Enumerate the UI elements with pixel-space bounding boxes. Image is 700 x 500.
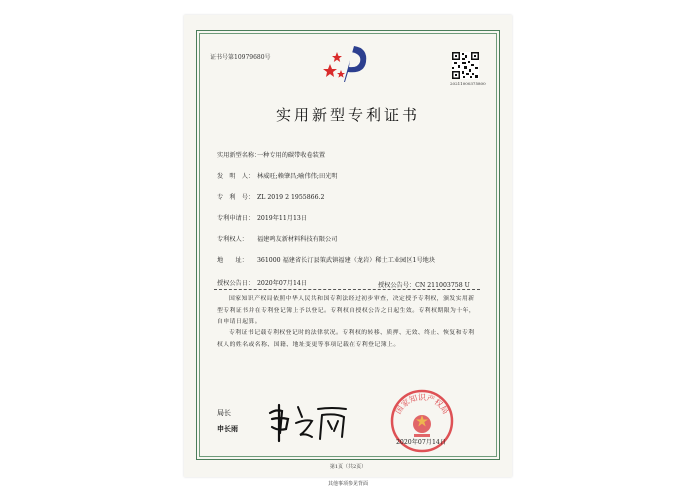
certificate-title: 实用新型专利证书	[275, 106, 420, 124]
field-holder	[217, 236, 337, 244]
field-name	[217, 152, 325, 160]
divider-line	[214, 289, 480, 290]
field-filing-label: 专利申请日：	[217, 215, 255, 222]
field-announce	[378, 280, 470, 289]
handwritten-signature	[266, 399, 352, 445]
qr-code-icon	[452, 52, 479, 79]
field-announce-label: 授权公告号：	[378, 282, 416, 289]
field-patent-value: ZL 2019 2 1955866.2	[257, 194, 325, 201]
seal-text: 国家知识产权局	[393, 393, 451, 416]
field-inventor-value: 林威旺;赖肇昌;喻伟伟;田光明	[257, 173, 338, 180]
field-inventor	[217, 173, 338, 181]
field-holder-label: 专利权人：	[217, 236, 248, 243]
qr-number: 20211000375800	[450, 81, 486, 86]
certificate-number: 证书号第10979680号	[210, 54, 271, 61]
field-announce-value: CN 211003758 U	[415, 282, 470, 289]
svg-text:国家知识产权局	[394, 392, 451, 416]
footer-note: 其他事项参见背面	[327, 481, 368, 487]
paragraph-grant: 国家知识产权局依照中华人民共和国专利法经过初步审查，决定授予专利权，颁发实用新型专利证书并在专利登记簿上予以登记。专利权自授权公告之日起生效。专利权期限为十年，自申请日起算。	[217, 296, 476, 325]
cnipa-logo-icon	[322, 42, 374, 88]
signature-title: 局长	[217, 409, 231, 417]
field-grant-date	[217, 280, 307, 288]
field-address-value: 361000 福建省长汀县策武镇福建（龙岩）稀土工业园区1号地块	[257, 257, 436, 264]
field-name-label: 实用新型名称：	[217, 152, 261, 159]
page-number: 第1页（共2页）	[329, 464, 367, 470]
field-filing-date	[217, 215, 307, 223]
field-address	[217, 257, 457, 265]
signature-name: 申长雨	[217, 424, 238, 433]
field-filing-value: 2019年11月13日	[257, 215, 308, 222]
field-grant-value: 2020年07月14日	[257, 280, 308, 287]
paragraph-record: 专利证书记载专利权登记时的法律状况。专利权的转移、质押、无效、终止、恢复和专利权人的姓名或名称、国籍、地址变更等事项记载在专利登记簿上。	[217, 330, 475, 348]
field-patent-label: 专 利 号：	[217, 194, 255, 201]
field-address-label: 地 址：	[217, 257, 248, 264]
field-inventor-label: 发 明 人：	[217, 173, 255, 180]
field-patent-number	[217, 194, 324, 202]
seal-date: 2020年07月14日	[396, 439, 447, 446]
field-name-value: 一种专用的碳带收卷装置	[257, 152, 326, 159]
field-grant-label: 授权公告日：	[217, 280, 255, 287]
field-holder-value: 福建鸣友新材料科技有限公司	[257, 236, 338, 243]
